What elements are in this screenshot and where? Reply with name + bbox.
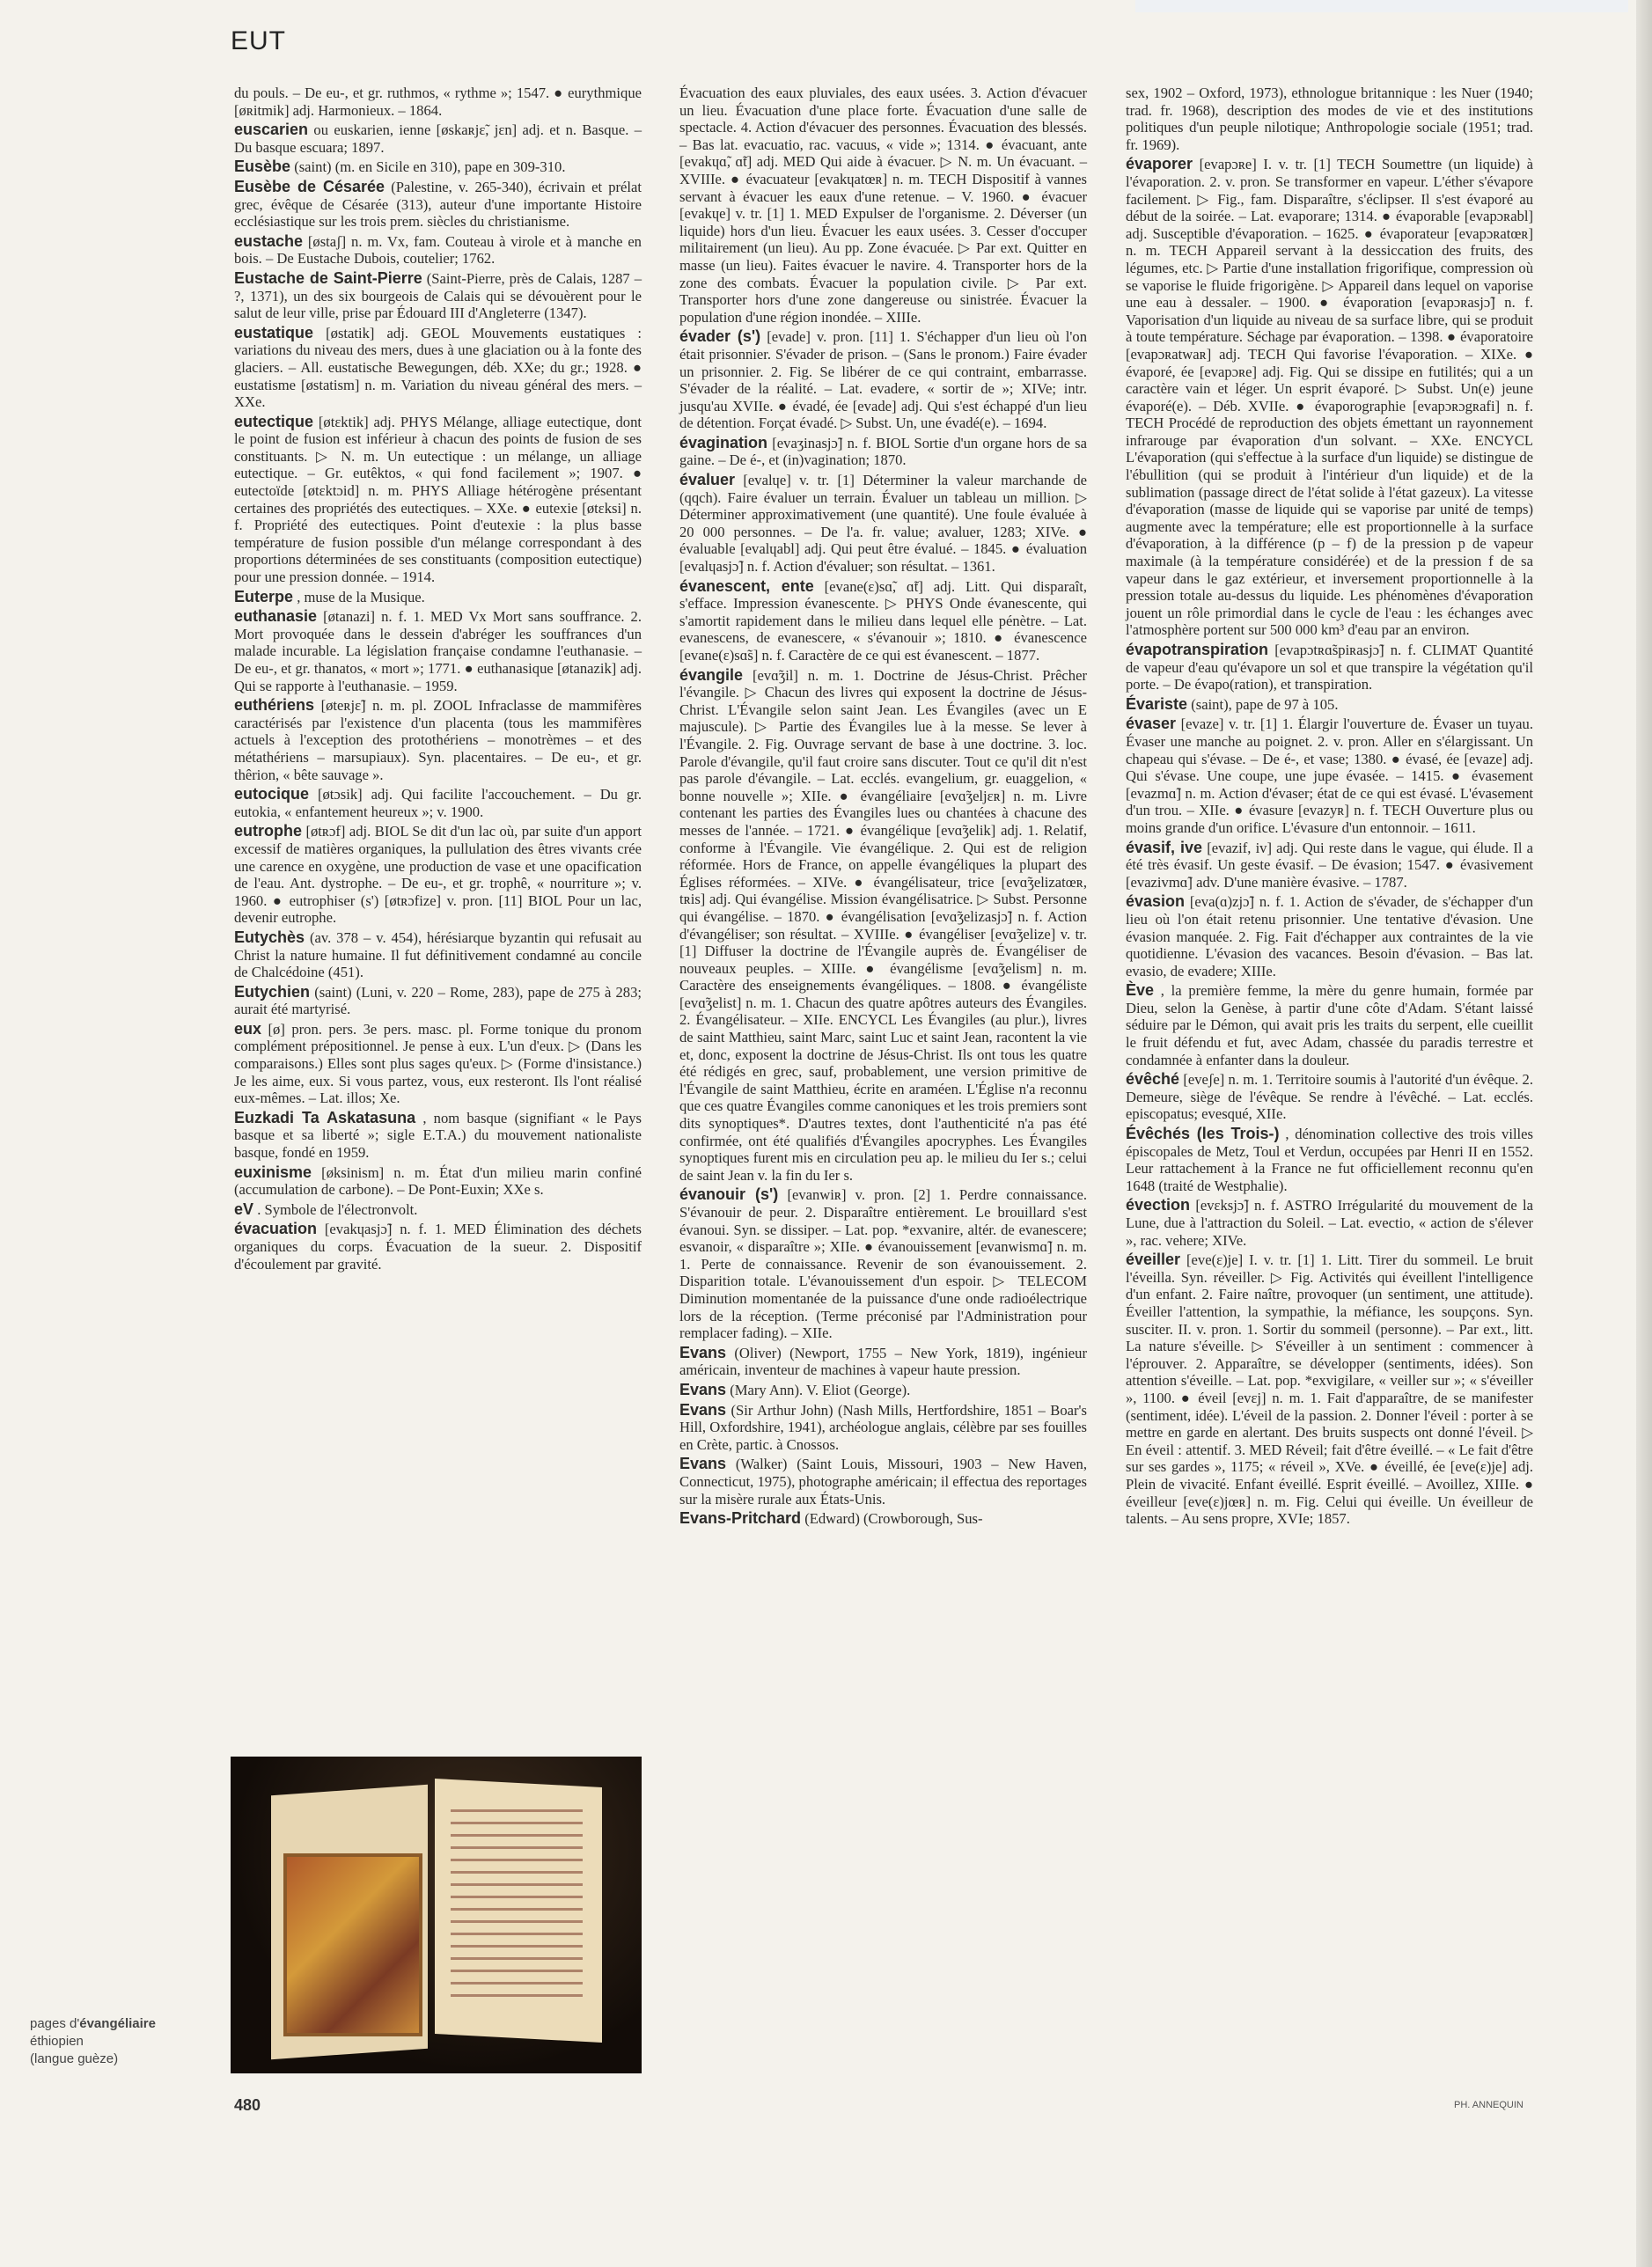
entry-definition: ou euskarien, ienne [øskaʀjɛ̃, jɛn] adj. et n. Basque. – Du basque escuara; 1897. bbox=[234, 121, 642, 156]
dictionary-entry bbox=[679, 1382, 1087, 1399]
dictionary-entry bbox=[234, 1164, 642, 1199]
dictionary-entry bbox=[234, 233, 642, 268]
entry-headword: évangile bbox=[679, 665, 744, 684]
manuscript-script bbox=[451, 1809, 583, 2003]
entry-headword: eV bbox=[234, 1200, 254, 1218]
entry-definition: . Symbole de l'électronvolt. bbox=[257, 1200, 418, 1218]
dictionary-entry bbox=[234, 1021, 642, 1107]
dictionary-entry bbox=[234, 270, 642, 322]
entry-headword: évanescent, ente bbox=[679, 576, 814, 595]
entry-definition: (Sir Arthur John) (Nash Mills, Hertfordshire, 1851 – Boar's Hill, Oxfordshire, 1941), archéologue anglais, célèbre par ses fouilles en Crète, partic. à Cnossos. bbox=[679, 1401, 1087, 1453]
dictionary-entry bbox=[1126, 696, 1533, 714]
entry-headword: Eusèbe de Césarée bbox=[234, 177, 385, 195]
entry-definition: (Palestine, v. 265-340), écrivain et prélat grec, évêque de Césarée (313), auteur d'une importante Histoire ecclésiastique sur les trois prem. siècles du christianisme. bbox=[234, 178, 642, 231]
entry-definition: [øksinism] n. m. État d'un milieu marin confiné (accumulation de carbone). – De Pont-Euxin; XXe s. bbox=[234, 1163, 642, 1199]
entry-headword: Euzkadi Ta Askatasuna bbox=[234, 1108, 416, 1126]
caption-line-3: (langue guèze) bbox=[30, 2051, 119, 2066]
entry-headword: Eutychien bbox=[234, 982, 311, 1001]
entry-headword: évaluer bbox=[679, 471, 736, 489]
entry-headword: évapotranspiration bbox=[1126, 641, 1269, 658]
dictionary-entry bbox=[1126, 715, 1533, 836]
dictionary-entry bbox=[234, 325, 642, 411]
entry-definition: [eva(ɑ)zjɔ̃] n. f. 1. Action de s'évader, de s'échapper d'un lieu où l'on était retenu prisonnier. Une tentative d'évasion. Une évasion manquée. 2. Fig. Fait d'échapper aux contraintes de la vie quotidienne. L'évasion des vacances. Besoin d'évasion. – Bas lat. evasio, de evadere; XIIIe. bbox=[1126, 893, 1533, 979]
page-top-edge bbox=[1135, 0, 1628, 12]
dictionary-entry bbox=[679, 1510, 1087, 1528]
caption-bold-word: évangéliaire bbox=[79, 2016, 156, 2031]
entry-definition: (Oliver) (Newport, 1755 – New York, 1819), ingénieur américain, inventeur de machines à vapeur haute pression. bbox=[679, 1344, 1087, 1379]
dictionary-entry bbox=[1126, 840, 1533, 891]
dictionary-entry bbox=[234, 929, 642, 981]
entry-headword: évêché bbox=[1126, 1070, 1180, 1089]
dictionary-entry bbox=[1126, 982, 1533, 1068]
entry-headword: Eusèbe bbox=[234, 158, 291, 176]
page-number: 480 bbox=[234, 2096, 261, 2114]
page-right-edge bbox=[1636, 0, 1652, 2267]
entry-headword: eutocique bbox=[234, 785, 310, 803]
dictionary-entry bbox=[679, 667, 1087, 1185]
entry-headword: eustatique bbox=[234, 323, 314, 341]
dictionary-entry bbox=[234, 158, 642, 176]
entry-headword: Evans bbox=[679, 1400, 727, 1419]
dictionary-entry bbox=[679, 1186, 1087, 1341]
entry-headword: Evans bbox=[679, 1343, 727, 1361]
entry-definition: [øtanazi] n. f. 1. MED Vx Mort sans souffrance. 2. Mort provoquée dans le dessein d'abréger les souffrances d'un malade incurable. La législation française condamne l'euthanasie. – De eu-, et gr. thanatos, « mort »; 1771. ● euthanasique [øtanazik] adj. Qui se rapporte à l'euthanasie. – 1959. bbox=[234, 608, 642, 694]
dictionary-entry bbox=[234, 786, 642, 820]
entry-definition: du pouls. – De eu-, et gr. ruthmos, « rythme »; 1547. ● eurythmique [øʀitmik] adj. Harmonieux. – 1864. bbox=[234, 84, 642, 119]
entry-headword: eutectique bbox=[234, 412, 314, 430]
entry-definition: [evade] v. pron. [11] 1. S'échapper d'un lieu où l'on était prisonnier. S'évader de prison. – (Sans le pronom.) Faire évader un prisonnier. 2. Fig. Se libérer de ce qui contraint, embarrasse. S'évader de la réalité. – Lat. evadere, « sortir de »; XIVe; intr. jusqu'au XVIIe. ● évadé, ée [evade] adj. Qui s'est échappé d'un lieu de détention. Forçat évadé. ▷ Subst. Un, une évadé(e). – 1694. bbox=[679, 328, 1088, 432]
dictionary-entry bbox=[1126, 1251, 1533, 1528]
column-left bbox=[234, 84, 642, 1275]
dictionary-entry bbox=[679, 1402, 1087, 1454]
entry-definition: [evaʒinasjɔ̃] n. f. BIOL Sortie d'un organe hors de sa gaine. – De é-, et (in)vagination; 1870. bbox=[679, 434, 1087, 469]
entry-definition: (Walker) (Saint Louis, Missouri, 1903 – New Haven, Connecticut, 1975), photographe américain; il effectua des reportages sur la misère rurale aux États-Unis. bbox=[679, 1456, 1087, 1508]
entry-headword: Euterpe bbox=[234, 587, 294, 605]
entry-definition: [evalɥe] v. tr. [1] Déterminer la valeur marchande de (qqch). Faire évaluer un terrain. Évaluer un tableau un million. ▷ Déterminer approximativement (une quantité). Une foule évaluée à 20 000 personnes. – De l'a. fr. value; avaluer, 1283; XIVe. ● évaluable [evalɥabl] adj. Qui peut être évalué. – 1845. ● évaluation [evalɥasjɔ̃] n. f. Action d'évaluer; son résultat. – 1361. bbox=[679, 472, 1087, 576]
entry-headword: évection bbox=[1126, 1196, 1191, 1214]
entry-definition: [evɛksjɔ̃] n. f. ASTRO Irrégularité du mouvement de la Lune, due à l'attraction du Soleil. – Lat. evectio, « action de s'élever », rac. vehere; XIVe. bbox=[1126, 1197, 1533, 1249]
entry-definition: [øtɔsik] adj. Qui facilite l'accouchement. – Du gr. eutokia, « enfantement heureux »; v. 1900. bbox=[234, 786, 642, 820]
entry-headword: euxinisme bbox=[234, 1163, 312, 1181]
entry-headword: évacuation bbox=[234, 1220, 318, 1238]
dictionary-entry bbox=[1126, 642, 1533, 693]
entry-definition: (saint) (m. en Sicile en 310), pape en 309-310. bbox=[294, 158, 566, 176]
dictionary-entry bbox=[1126, 84, 1533, 153]
entry-headword: Evans-Pritchard bbox=[679, 1509, 802, 1528]
entry-headword: éveiller bbox=[1126, 1251, 1181, 1269]
entry-definition: [evapɔʀe] I. v. tr. [1] TECH Soumettre (un liquide) à l'évaporation. 2. v. pron. Se transformer en vapeur. L'éther s'évapore facilement. ▷ Fig., fam. Disparaître, s'éclipser. Il s'est évaporé au début de la soirée. – Lat. evaporare; 1314. ● évaporable [evapɔʀabl] adj. Susceptible d'évaporation. – 1625. ● évaporateur [evapɔʀatœʀ] n. m. TECH Appareil servant à la dessiccation des fruits, des légumes, etc. ▷ Partie d'une installation frigorifique, compression où se vaporise le fluide frigorigène. ▷ Appareil dans lequel on vaporise une eau à dessaler. – 1900. ● évaporation [evapɔʀasjɔ̃] n. f. Vaporisation d'un liquide au niveau de sa surface libre, qui se produit à toute température. Séchage par évaporation. – 1398. ● évaporatoire [evapɔʀatwaʀ] adj. TECH Qui favorise l'évaporation. – XIXe. ● évaporé, ée [evapɔʀe] adj. Fig. Qui se dissipe en futilités; qui a un caractère vain et léger. Un esprit évaporé. ▷ Subst. Un(e) jeune évaporé(e). – Déb. XVIIe. ● évaporographie [evapɔʀɔgʀafi] n. f. TECH Procédé de reproduction des objets émettant un rayonnement infrarouge par évaporation d'un solvant. – XXe. ENCYCL L'évaporation (qui s'effectue à la surface d'un liquide) se distingue de l'ébullition (qui se produit à l'intérieur d'un liquide) et de la sublimation (passage direct de l'état solide à l'état gazeux). La vitesse d'évaporation (masse de liquide qui se vaporise par unité de temps) augmente avec la température; elle est proportionnelle à la surface d'évaporation, à la différence (p – f) de la pression p de vapeur maximale (à la température considérée) et de la pression f de sa vapeur dans le gaz extérieur, et inversement proportionnelle à la pression totale au-dessus du liquide. Les phénomènes d'évaporation jouent un rôle primordial dans le cycle de l'eau : les échanges avec l'atmosphère portent sur 500 000 km³ d'eau par an environ. bbox=[1126, 156, 1534, 639]
dictionary-entry bbox=[234, 589, 642, 606]
dictionary-entry bbox=[234, 1221, 642, 1273]
dictionary-entry bbox=[234, 608, 642, 694]
dictionary-entry bbox=[234, 697, 642, 783]
entry-headword: euscarien bbox=[234, 121, 309, 139]
dictionary-entry bbox=[234, 823, 642, 927]
entry-definition: (Saint-Pierre, près de Calais, 1287 – ?, 1371), un des six bourgeois de Calais qui se dévouèrent pour le salut de leur ville, prise par Édouard III d'Angleterre (1347). bbox=[234, 269, 642, 322]
entry-definition: [østaʃ] n. m. Vx, fam. Couteau à virole et à manche en bois. – De Eustache Dubois, coutelier; 1762. bbox=[234, 232, 642, 268]
dictionary-entry bbox=[234, 984, 642, 1018]
dictionary-entry bbox=[679, 435, 1087, 469]
entry-definition: [evakɥasjɔ̃] n. f. 1. MED Élimination des déchets organiques du corps. Évacuation de la sueur. 2. Dispositif d'écoulement par gravité. bbox=[234, 1221, 642, 1273]
column-right bbox=[1126, 84, 1533, 1530]
evangeliary-photo bbox=[231, 1757, 642, 2073]
dictionary-entry bbox=[679, 84, 1087, 326]
entry-definition: [evaze] v. tr. [1] 1. Élargir l'ouverture de. Évaser un tuyau. Évaser une manche au poignet. 2. v. pron. Aller en s'élargissant. Un chapeau qui s'évase. – De é-, et vase; 1380. ● évasé, ée [evaze] adj. Qui s'évase. Une coupe, une jupe évasée. – 1415. ● évasement [evazmɑ̃] n. m. Action d'évaser; état de ce qui est évasé. L'évasement d'un trou. – XIIe. ● évasure [evazyʀ] n. f. TECH Ouverture plus ou moins grande d'un orifice. L'évasure d'un entonnoir. – 1611. bbox=[1126, 715, 1533, 836]
entry-definition: [øteʀjɛ̃] n. m. pl. ZOOL Infraclasse de mammifères caractérisés par l'existence d'un placenta (tous les mammifères actuels à l'exception des protothériens – monotrèmes – et des métathériens – marsupiaux). Syn. placentaires. – De eu-, et gr. thêrion, « bête sauvage ». bbox=[234, 697, 642, 783]
entry-headword: Évariste bbox=[1126, 694, 1188, 713]
photo-credit: PH. ANNEQUIN bbox=[1454, 2100, 1524, 2110]
dictionary-entry bbox=[679, 472, 1087, 576]
entry-definition: (saint), pape de 97 à 105. bbox=[1191, 695, 1339, 713]
caption-prefix: pages d' bbox=[30, 2016, 80, 2031]
dictionary-entry bbox=[679, 328, 1087, 432]
dictionary-entry bbox=[234, 1201, 642, 1219]
dictionary-entry bbox=[234, 179, 642, 231]
entry-headword: eutrophe bbox=[234, 822, 303, 840]
entry-headword: Evans bbox=[679, 1455, 727, 1473]
entry-definition: Évacuation des eaux pluviales, des eaux usées. 3. Action d'évacuer un lieu. Évacuation d'une place forte. Évacuation d'une salle de spectacle. 4. Action d'évacuer des personnes. Évacuation des blessés. – Bas lat. evacuatio, rac. vacuus, « vide »; 1314. ● évacuant, ante [evakɥɑ̃, ɑ̃t] adj. MED Qui aide à évacuer. ▷ N. m. Un évacuant. – XVIIIe. ● évacuateur [evakɥatœʀ] n. m. TECH Dispositif à vannes servant à évacuer les eaux d'une retenue. – V. 1960. ● évacuer [evakɥe] v. tr. [1] 1. MED Expulser de l'organisme. 2. Déverser (un liquide) hors d'un lieu. Évacuer les eaux usées. 3. Cesser d'occuper militairement (un lieu). Au pp. Zone évacuée. ▷ Par ext. Quitter en masse (un lieu). Faites évacuer le navire. 4. Transporter hors de la zone des combats. Évacuer la population civile. ▷ Par ext. Transporter hors d'une zone dangereuse ou sinistrée. Évacuer la population d'une région inondée. – XIIIe. bbox=[679, 84, 1087, 326]
entry-headword: Evans bbox=[679, 1380, 727, 1398]
entry-headword: évaporer bbox=[1126, 155, 1193, 173]
dictionary-entry bbox=[679, 1345, 1087, 1379]
entry-definition: [øtɛktik] adj. PHYS Mélange, alliage eutectique, dont le point de fusion est inférieur à chacun des points de fusion de ses constituants. ▷ N. m. Un eutectique : un mélange, un alliage eutectique. – Gr. eutêktos, « qui fond facilement »; 1907. ● eutectoïde [øtɛktɔid] n. m. PHYS Alliage hétérogène présentant certaines des propriétés des eutectiques. – XXe. ● eutexie [øtɛksi] n. f. Propriété des eutectiques. Point d'eutexie : la plus basse température de fusion possible d'un mélange correspondant à des proportions déterminées de ses constituants (composition eutectique) pour une pression donnée. – 1914. bbox=[234, 413, 642, 586]
entry-definition: [evanwiʀ] v. pron. [2] 1. Perdre connaissance. S'évanouir de peur. 2. Disparaître entièrement. Le brouillard s'est évanoui. Syn. se dissiper. – Lat. pop. *exvanire, altér. de evanescere; esvanoir, « disparaître »; XIIe. ● évanouissement [evanwismɑ̃] n. m. 1. Perte de connaissance. Revenir de son évanouissement. 2. Disparition totale. L'évanouissement d'un espoir. ▷ TELECOM Diminution momentanée de la puissance d'une onde radioélectrique lors de la réception. (Terme préconisé par l'Administration pour remplacer fading). – XIIe. bbox=[679, 1186, 1087, 1342]
dictionary-entry bbox=[1126, 156, 1533, 639]
dictionary-entry bbox=[234, 1110, 642, 1162]
dictionary-entry bbox=[1126, 1126, 1533, 1194]
entry-definition: [evazif, iv] adj. Qui reste dans le vague, qui élude. Il a été très évasif. Un geste évasif. – De évasion; 1547. ● évasivement [evazivmɑ̃] adv. D'une manière évasive. – 1787. bbox=[1126, 839, 1534, 891]
entry-definition: [evane(ɛ)sɑ̃, ɑ̃t] adj. Litt. Qui disparaît, s'efface. Impression évanescente. ▷ PHYS Onde évanescente, qui s'amortit rapidement dans le milieu dans lequel elle pénètre. – Lat. evanescens, de evanescere, « s'évanouir »; 1810. ● évanescence [evane(ɛ)sɑ̃s] n. f. Caractère de ce qui est évanescent. – 1877. bbox=[679, 577, 1087, 664]
dictionary-entry bbox=[679, 1456, 1087, 1508]
entry-definition: (Edward) (Crowborough, Sus- bbox=[804, 1510, 983, 1528]
entry-definition: [eve(ɛ)je] I. v. tr. [1] 1. Litt. Tirer du sommeil. Le bruit l'éveilla. Syn. réveiller. ▷ Fig. Activités qui éveillent l'intelligence d'un enfant. 2. Faire naître, provoquer (un sentiment, une attitude). Éveiller l'attention, la sympathie, la méfiance, les soupçons. Syn. susciter. II. v. pron. 1. Sortir du sommeil (personne). – Par ext., litt. La nature s'éveille. ▷ S'éveiller à un sentiment : commencer à l'éprouver. 2. Apparaître, se développer (sentiments, idées). Son attention s'éveille. – Lat. pop. *exvigilare, « veiller sur »; « s'éveiller », 1100. ● éveil [evɛj] n. m. 1. Fait d'apparaître, de se manifester (sentiment, idée). L'éveil de la passion. 2. Donner l'éveil : porter à se mettre en garde en alertant. Des bruits suspects ont donné l'éveil. ▷ En éveil : attentif. 3. MED Réveil; fait d'être éveillé. – « Le fait d'être sur ses gardes », 1175; « réveil », XVe. ● éveillé, ée [eve(ɛ)je] adj. Plein de vivacité. Enfant éveillé. Esprit éveillé. – Avoillez, XIIIe. ● éveilleur [eve(ɛ)jœʀ] n. m. Fig. Celui qui éveille. Un éveilleur de talents. – Au sens propre, XVIe; 1857. bbox=[1126, 1251, 1533, 1528]
running-header: EUT bbox=[231, 26, 286, 55]
entry-definition: [øtʀɔf] adj. BIOL Se dit d'un lac où, par suite d'un apport excessif de matières organiques, la pullulation des êtres vivants crée une carence en oxygène, une production de vase et une opacification de l'eau. Ant. dystrophe. – De eu-, et gr. trophê, « nourriture »; v. 1960. ● eutrophiser (s') [øtʀɔfize] v. pron. [11] BIOL Pour un lac, devenir eutrophe. bbox=[234, 823, 642, 927]
entry-headword: évaser bbox=[1126, 715, 1177, 733]
entry-headword: euthanasie bbox=[234, 607, 318, 626]
caption-line-2: éthiopien bbox=[30, 2034, 84, 2049]
dictionary-entry bbox=[1126, 1071, 1533, 1123]
entry-headword: Évêchés (les Trois-) bbox=[1126, 1125, 1280, 1143]
entry-definition: , la première femme, la mère du genre humain, formée par Dieu, selon la Genèse, à partir d'une côte d'Adam. S'étant laissé séduire par le Démon, qui avait pris les traits du serpent, elle cueillit le fruit défendu et fut, avec Adam, chassée du paradis terrestre et condamnée à enfanter dans la douleur. bbox=[1126, 982, 1533, 1068]
entry-definition: (av. 378 – v. 454), hérésiarque byzantin qui refusait au Christ la nature humaine. Il fut définitivement condamné au concile de Chalcédoine (451). bbox=[234, 928, 642, 981]
dictionary-entry bbox=[1126, 893, 1533, 979]
entry-headword: évasif, ive bbox=[1126, 838, 1203, 856]
column-middle bbox=[679, 84, 1087, 1530]
entry-headword: euthériens bbox=[234, 696, 315, 715]
entry-definition: [evɑ̃ʒil] n. m. 1. Doctrine de Jésus-Christ. Prêcher l'évangile. ▷ Chacun des livres qui exposent la doctrine de Jésus-Christ. L'Évangile selon saint Jean. Les Évangiles (avec un E majuscule). ▷ Partie des Évangiles lue à la messe. Se lever à l'Évangile. 2. Fig. Ouvrage servant de base à une doctrine. 3. loc. Parole d'évangile, qu'il faut croire sans discuter. Tout ce qu'il dit n'est pas parole d'évangile. – Lat. ecclés. evangelium, gr. euaggelion, « bonne nouvelle »; XIIe. ● évangéliaire [evɑ̃ʒeljɛʀ] n. m. Livre contenant les parties des Évangiles lues ou chantées à chacune des messes de l'année. – 1721. ● évangélique [evɑ̃ʒelik] adj. 1. Relatif, conforme à l'Évangile. Vie évangélique. 2. Qui est de religion réformée. Hors de France, on appelle évangéliques la plupart des Églises réformées. – XIVe. ● évangélisateur, trice [evɑ̃ʒelizatœʀ, tʀis] adj. Qui évangélise. Mission évangélisatrice. ▷ Subst. Personne qui évangélise. – 1870. ● évangélisation [evɑ̃ʒelizasjɔ̃] n. f. Action d'évangéliser; son résultat. – XVIIIe. ● évangéliser [evɑ̃ʒelize] v. tr. [1] Diffuser la doctrine de l'Évangile auprès de. Évangéliser de nouveaux peuples. – XIIIe. ● évangélisme [evɑ̃ʒelism] n. m. Caractère des enseignements évangéliques. – 1808. ● évangéliste [evɑ̃ʒelist] n. m. 1. Chacun des quatre apôtres auteurs des Évangiles. 2. Évangélisateur. – XIIe. ENCYCL Les Évangiles (au plur.), livres de saint Matthieu, saint Marc, saint Luc et saint Jean, racontent la vie et, donc, exposent la doctrine de Jésus-Christ. Ils ont tous les quatre été rédigés en grec, sauf, probablement, une version primitive de l'Évangile de saint Matthieu, écrite en araméen. L'Église n'a reconnu que ces quatre Évangiles comme canoniques et les trois premiers sont dits synoptiques*. D'autres textes, dont l'authenticité n'a pas été confirmée, ont été qualifiés d'Évangiles apocryphes. Les Évangiles synoptiques furent mis en circulation peu ap. le milieu du Ier s.; celui de saint Jean v. la fin du Ier s. bbox=[679, 666, 1087, 1184]
entry-headword: eux bbox=[234, 1019, 262, 1038]
illumination-miniature bbox=[283, 1853, 422, 2036]
entry-definition: , nom basque (signifiant « le Pays basque et sa liberté »; sigle E.T.A.) du mouvement nationaliste basque, fondé en 1959. bbox=[234, 1109, 642, 1162]
entry-definition: [østatik] adj. GEOL Mouvements eustatiques : variations du niveau des mers, dues à une glaciation ou à la fonte des glaciers. – All. eustatische Bewegungen, déb. XXe; du gr.; 1928. ● eustatisme [østatism] n. m. Variation du niveau général des mers. – XXe. bbox=[234, 324, 642, 411]
entry-headword: évanouir (s') bbox=[679, 1185, 779, 1204]
dictionary-entry bbox=[1126, 1197, 1533, 1249]
entry-headword: Ève bbox=[1126, 981, 1155, 1000]
entry-headword: Eustache de Saint-Pierre bbox=[234, 268, 422, 287]
entry-definition: , muse de la Musique. bbox=[297, 588, 425, 605]
entry-definition: (Mary Ann). V. Eliot (George). bbox=[730, 1381, 911, 1398]
dictionary-entry bbox=[234, 414, 642, 586]
dictionary-entry bbox=[234, 121, 642, 156]
entry-headword: eustache bbox=[234, 231, 304, 250]
entry-headword: évagination bbox=[679, 433, 768, 451]
entry-definition: sex, 1902 – Oxford, 1973), ethnologue britannique : les Nuer (1940; trad. fr. 1968), description des modes de vie et des institutions politiques d'un peuple nilotique; Anthropologie sociale (1951; trad. fr. 1969). bbox=[1126, 84, 1533, 153]
entry-headword: évader (s') bbox=[679, 327, 761, 346]
entry-definition: [ø] pron. pers. 3e pers. masc. pl. Forme tonique du pronom complément prépositionnel. Je pense à eux. L'un d'eux. ▷ (Dans les comparaisons.) Elles sont plus sages qu'eux. ▷ (Forme d'insistance.) Je les aime, eux. Si vous partez, vous, eux resteront. Ils l'ont réalisé eux-mêmes. – Lat. illos; Xe. bbox=[234, 1020, 642, 1107]
entry-headword: Eutychès bbox=[234, 928, 305, 946]
dictionary-entry bbox=[234, 84, 642, 119]
dictionary-entry bbox=[679, 578, 1087, 664]
entry-definition: [evapɔtʀɑ̃spiʀasjɔ̃] n. f. CLIMAT Quantité de vapeur d'eau qu'évapore un sol et que transpire la végétation qu'il porte. – De évapo(ration), et transpiration. bbox=[1126, 642, 1533, 693]
entry-definition: (saint) (Luni, v. 220 – Rome, 283), pape de 275 à 283; aurait été martyrisé. bbox=[234, 983, 642, 1018]
entry-headword: évasion bbox=[1126, 892, 1186, 911]
entry-definition: , dénomination collective des trois villes épiscopales de Metz, Toul et Verdun, occupées par Henri II en 1552. Leur rattachement à la France ne fut officiellement reconnu qu'en 1648 (traité de Westphalie). bbox=[1126, 1126, 1533, 1194]
photo-caption bbox=[30, 2015, 156, 2068]
entry-definition: [eveʃe] n. m. 1. Territoire soumis à l'autorité d'un évêque. 2. Demeure, siège de l'évêque. Se rendre à l'évêché. – Lat. ecclés. episcopatus; evesqué, XIIe. bbox=[1126, 1071, 1533, 1123]
